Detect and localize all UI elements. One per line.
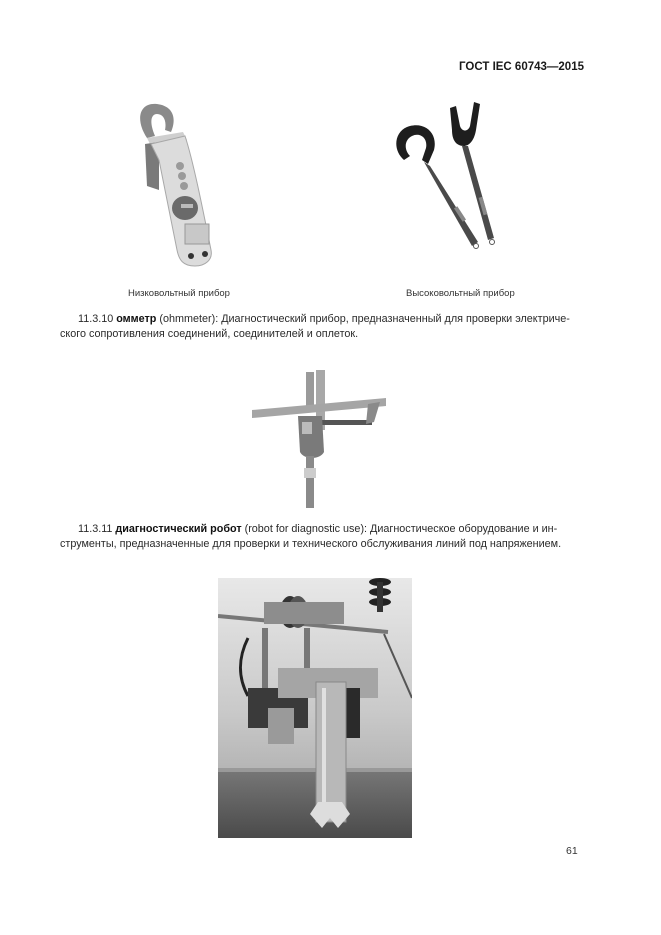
definition-part-1: Диагностическое оборудование и ин- — [370, 523, 558, 535]
term: диагностический робот — [115, 523, 242, 535]
definition-part-1: Диагностический прибор, предназначенный для проверки электриче- — [221, 313, 570, 325]
term-english: (robot for diagnostic use): — [244, 523, 368, 535]
figure-caption-low-voltage: Низковольтный прибор — [128, 288, 230, 299]
ohmmeter-on-line-photo — [250, 368, 390, 508]
diagnostic-robot-photo — [218, 578, 412, 838]
hot-stick-probes-photo — [390, 100, 520, 250]
definition-part-2: струменты, предназначенные для проверки и технического обслуживания линий под напряжением. — [60, 538, 562, 550]
term: омметр — [116, 313, 157, 325]
definition-part-2: ского сопротивления соединений, соединителей и оплеток. — [60, 328, 359, 340]
term-english: (ohmmeter): — [159, 313, 219, 325]
document-header: ГОСТ IEC 60743—2015 — [459, 61, 584, 73]
section-11-3-11 — [60, 522, 584, 552]
section-11-3-10 — [60, 312, 584, 342]
page-number: 61 — [566, 845, 578, 857]
figure-caption-high-voltage: Высоковольтный прибор — [406, 288, 515, 299]
section-number: 11.3.11 — [78, 523, 113, 535]
clamp-meter-photo — [125, 100, 225, 270]
section-number: 11.3.10 — [78, 313, 114, 325]
